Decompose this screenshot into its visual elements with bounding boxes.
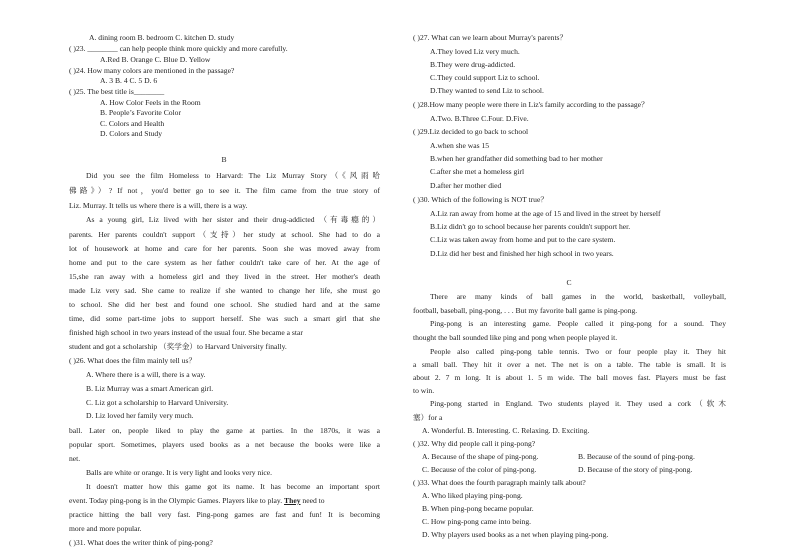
passage-b-line: 15,she ran away with a homeless girl and they lived in the street. Her mother's death <box>69 272 380 281</box>
q26-stem: ( )26. What does the film mainly tell us？ <box>69 356 197 365</box>
q22-options: A. dining room B. bedroom C. kitchen D. study <box>89 33 235 42</box>
emphasized-word-they: They <box>284 496 301 505</box>
section-b-heading: B <box>221 155 227 164</box>
passage-c-cont-line: practice hitting the ball very fast. Ping-pong games are fast and fun! It is becoming <box>69 510 380 519</box>
q29-stem: ( )29.Liz decided to go back to school <box>413 127 529 136</box>
q29-option-a: A.when she was 15 <box>430 141 490 150</box>
q32-option-d: D. Because of the story of ping-pong. <box>578 465 693 474</box>
passage-b-line: student and got a scholarship （奖学金）to Harvard University finally. <box>69 342 287 351</box>
q27-option-b: B.They were drug-addicted. <box>430 60 516 69</box>
q30-option-b: B.Liz didn't go to school because her parents couldn't support her. <box>430 222 631 231</box>
q30-stem: ( )30. Which of the following is NOT true？ <box>413 195 548 204</box>
passage-b-line: As a young girl, Liz lived with her sister and their drug-addicted （有毒瘾的） <box>86 215 380 224</box>
q27-option-d: D.They wanted to send Liz to school. <box>430 86 544 95</box>
passage-c-cont-line: It doesn't matter how this game got its name. It has become an important sport <box>86 482 380 491</box>
q33-option-c: C. How ping-pong came into being. <box>422 517 532 526</box>
q25-option-c: C. Colors and Health <box>100 119 165 128</box>
passage-c-cont-text: need to <box>302 496 325 505</box>
q32-option-c: C. Because of the color of ping-pong. <box>422 465 537 474</box>
passage-b-line: Liz. Murray. It tells us where there is a will, there is a way. <box>69 201 248 210</box>
q31-stem: ( )31. What does the writer think of ping-pong? <box>69 538 213 547</box>
q23-options: A.Red B. Orange C. Blue D. Yellow <box>100 55 211 64</box>
q33-stem: ( )33. What does the fourth paragraph mainly talk about? <box>413 478 586 487</box>
q31-options: A. Wonderful. B. Interesting. C. Relaxing. D. Exciting. <box>422 426 590 435</box>
passage-b-line: Did you see the film Homeless to Harvard: The Liz Murray Story（《风雨哈 <box>86 171 380 180</box>
q29-option-d: D.after her mother died <box>430 181 502 190</box>
passage-b-line: to school. She did her best and found one school. She studied hard and at the same <box>69 300 380 309</box>
passage-b-line: lot of housework at home and care for her parents. Soon she was moved away from <box>69 244 380 253</box>
q23-stem: ( )23. ________ can help people think more quickly and more carefully. <box>69 44 288 53</box>
passage-c-line: There are many kinds of ball games in the world, basketball, volleyball, <box>430 292 726 301</box>
q27-option-c: C.They could support Liz to school. <box>430 73 540 82</box>
q29-option-b: B.when her grandfather did something bad to her mother <box>430 154 603 163</box>
q26-option-b: B. Liz Murray was a smart American girl. <box>86 384 214 393</box>
passage-c-line: Ping-pong started in England. Two students played it. They used a cork（软木 <box>430 399 726 408</box>
section-c-heading: C <box>566 278 572 287</box>
q25-option-d: D. Colors and Study <box>100 129 163 138</box>
passage-c-cont-line: popular sport. Sometimes, players used books as a net because the books were like a <box>69 440 380 449</box>
passage-c-line: thought the ball sounded like ping and pong when people played it. <box>413 333 618 342</box>
q28-options: A.Two. B.Three C.Four. D.Five. <box>430 114 529 123</box>
q30-option-a: A.Liz ran away from home at the age of 15 and lived in the street by herself <box>430 209 661 218</box>
passage-c-cont-line <box>69 496 325 505</box>
q24-stem: ( )24. How many colors are mentioned in the passage? <box>69 66 235 75</box>
q26-option-c: C. Liz got a scholarship to Harvard University. <box>86 398 229 407</box>
q32-stem: ( )32. Why did people call it ping-pong? <box>413 439 536 448</box>
passage-c-cont-line: ball. Later on, people liked to play the game at parties. In the 1870s, it was a <box>69 426 380 435</box>
passage-c-line: Ping-pong is an interesting game. People called it ping-pong for a sound. They <box>430 319 726 328</box>
passage-c-line: to win. <box>413 386 435 395</box>
passage-c-line: a small ball. They hit it over a net. The net is on a table. The table is small. It is <box>413 360 726 369</box>
q32-option-a: A. Because of the shape of ping-pong. <box>422 452 539 461</box>
passage-b-line: parents. Her parents couldn't support（支持）her study at school. She had to do a <box>69 230 380 239</box>
right-column <box>397 0 794 560</box>
q30-option-c: C.Liz was taken away from home and put to the care system. <box>430 235 616 244</box>
passage-c-line: 塞）for a <box>413 413 443 422</box>
passage-c-line: People also called ping-pong table tennis. Two or four people play it. They hit <box>430 347 726 356</box>
q29-option-c: C.after she met a homeless girl <box>430 167 525 176</box>
q26-option-d: D. Liz loved her family very much. <box>86 411 194 420</box>
passage-b-line: 佛路》）? If not，you'd better go to see it. The film came from the true story of <box>69 186 380 195</box>
q33-option-d: D. Why players used books as a net when playing ping-pong. <box>422 530 609 539</box>
q25-stem: ( )25. The best title is________ <box>69 87 165 96</box>
passage-b-line: made Liz very sad. She came to realize if she wanted to change her life, she must go <box>69 286 380 295</box>
passage-b-line: home and put to the care system as her father couldn't take care of her. At the age of <box>69 258 380 267</box>
passage-c-cont-text: event. Today ping-pong is in the Olympic Games. Players like to play. <box>69 496 283 505</box>
passage-c-line: football, baseball, ping-pong, . . . But my favorite ball game is ping-pong. <box>413 306 638 315</box>
q32-option-b: B. Because of the sound of ping-pong. <box>578 452 695 461</box>
q25-option-b: B. People’s Favorite Color <box>100 108 181 117</box>
q30-option-d: D.Liz did her best and finished her high school in two years. <box>430 249 614 258</box>
q28-stem: ( )28.How many people were there in Liz's family according to the passage？ <box>413 100 649 109</box>
q24-options: A. 3 B. 4 C. 5 D. 6 <box>100 76 158 85</box>
passage-b-line: time, did some part-time jobs to support herself. She was such a smart girl that she <box>69 314 380 323</box>
passage-c-cont-line: Balls are white or orange. It is very light and looks very nice. <box>86 468 272 477</box>
q27-option-a: A.They loved Liz very much. <box>430 47 520 56</box>
passage-c-cont-line: more and more popular. <box>69 524 142 533</box>
q33-option-a: A. Who liked playing ping-pong. <box>422 491 523 500</box>
q25-option-a: A. How Color Feels in the Room <box>100 98 201 107</box>
passage-b-line: finished high school in two years instead of the usual four. She became a star <box>69 328 303 337</box>
passage-c-cont-line: net. <box>69 454 81 463</box>
q27-stem: ( )27. What can we learn about Murray's parents？ <box>413 33 568 42</box>
q33-option-b: B. When ping-pong became popular. <box>422 504 534 513</box>
passage-c-line: about 2. 7 m long. It is about 1. 5 m wide. The ball moves fast. Players must be fast <box>413 373 726 382</box>
q26-option-a: A. Where there is a will, there is a way. <box>86 370 206 379</box>
